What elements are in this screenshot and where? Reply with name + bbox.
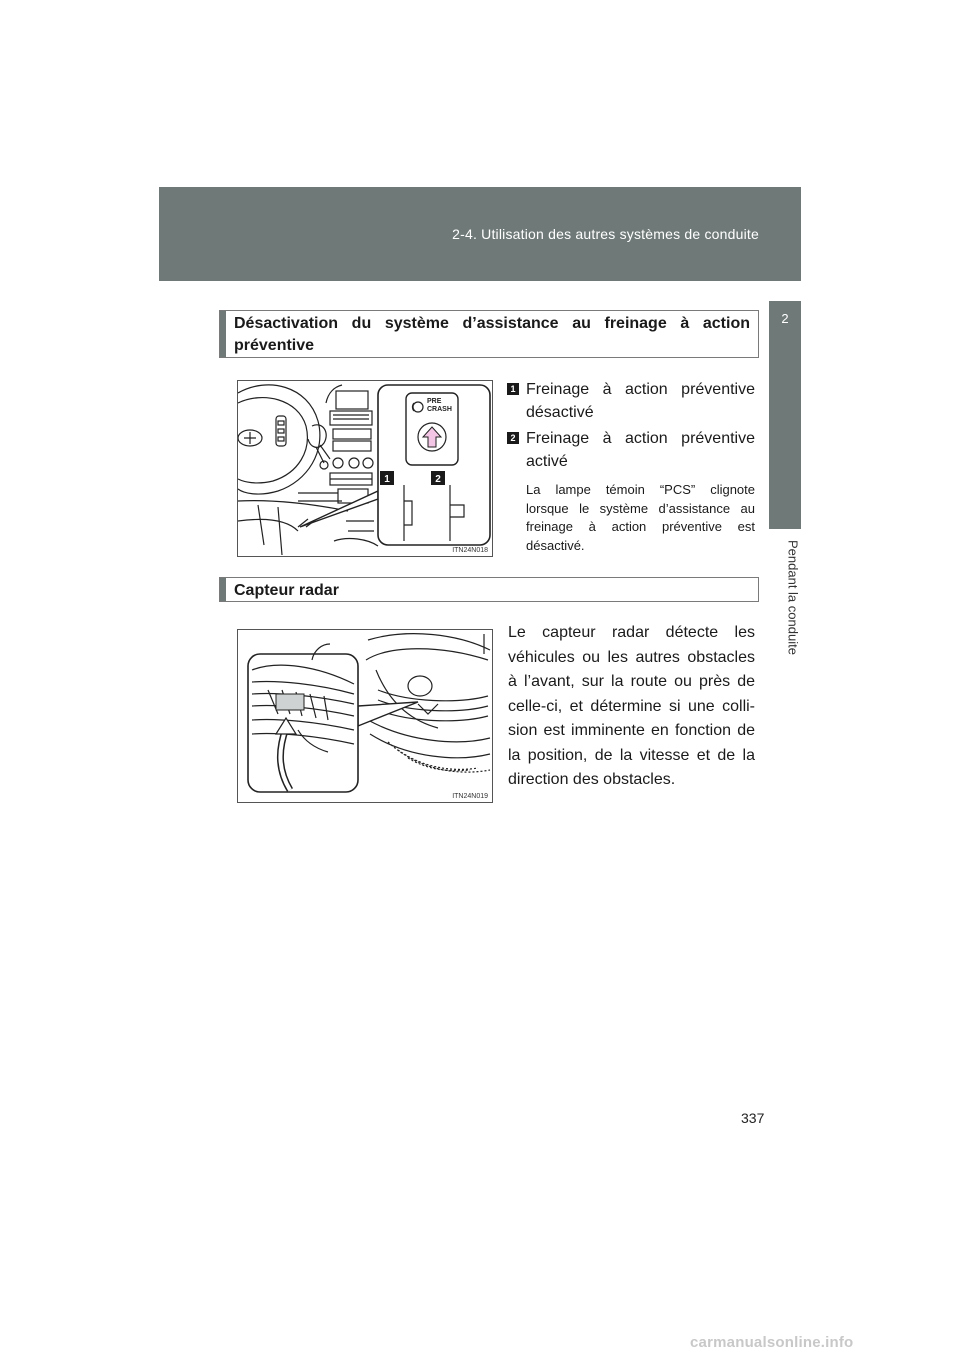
list-item — [507, 378, 755, 424]
pcs-options-list — [507, 378, 755, 476]
page-number: 337 — [741, 1110, 765, 1126]
pcs-switch-illustration — [237, 380, 493, 557]
section-heading-pcs-off — [219, 310, 759, 358]
chapter-tab — [769, 301, 801, 529]
section-heading-text: Désactivation du système d’assistance au freinage à action préventive — [234, 315, 750, 354]
switch-label-line2: CRASH — [427, 406, 452, 413]
callout-number-1: 1 — [384, 474, 390, 485]
chapter-side-label-text: Pendant la conduite — [785, 540, 801, 655]
item-text-line2: désactivé — [526, 404, 594, 421]
figure-code: ITN24N018 — [452, 547, 488, 554]
radar-sensor-illustration — [237, 629, 493, 803]
figure-code: ITN24N019 — [452, 793, 488, 800]
pcs-note: La lampe témoin “PCS” clignote lorsque le système d’assistance au freinage à action préventive est désactivé. — [526, 482, 755, 553]
item-text-line1: Freinage à action préventive — [526, 381, 755, 398]
watermark-text: carmanualsonline.info — [690, 1334, 854, 1351]
item-number-badge: 1 — [507, 383, 519, 395]
front-grille-drawing — [238, 630, 492, 802]
radar-description: Le capteur radar détecte les véhicules ou les autres obstacles à l’avant, sur la route ou près de celle-ci, et détermine si une colli-sion est imminente en fonction de la position, de la vitesse et de la direction des obstacles. — [508, 624, 755, 788]
switch-label-line1: PRE — [427, 398, 442, 405]
chapter-title: 2-4. Utilisation des autres systèmes de conduite — [452, 226, 759, 242]
dashboard-drawing — [238, 381, 492, 556]
item-number-badge: 2 — [507, 432, 519, 444]
callout-number-2: 2 — [435, 474, 441, 485]
radar-sensor-icon — [276, 694, 304, 710]
chapter-side-label — [769, 540, 801, 690]
chapter-tab-number: 2 — [781, 311, 789, 326]
section-heading-radar — [219, 577, 759, 602]
item-text-line1: Freinage à action préventive — [526, 430, 755, 447]
section-heading-text: Capteur radar — [234, 582, 339, 599]
header-band — [159, 187, 801, 281]
list-item — [507, 427, 755, 473]
item-text-line2: activé — [526, 453, 568, 470]
